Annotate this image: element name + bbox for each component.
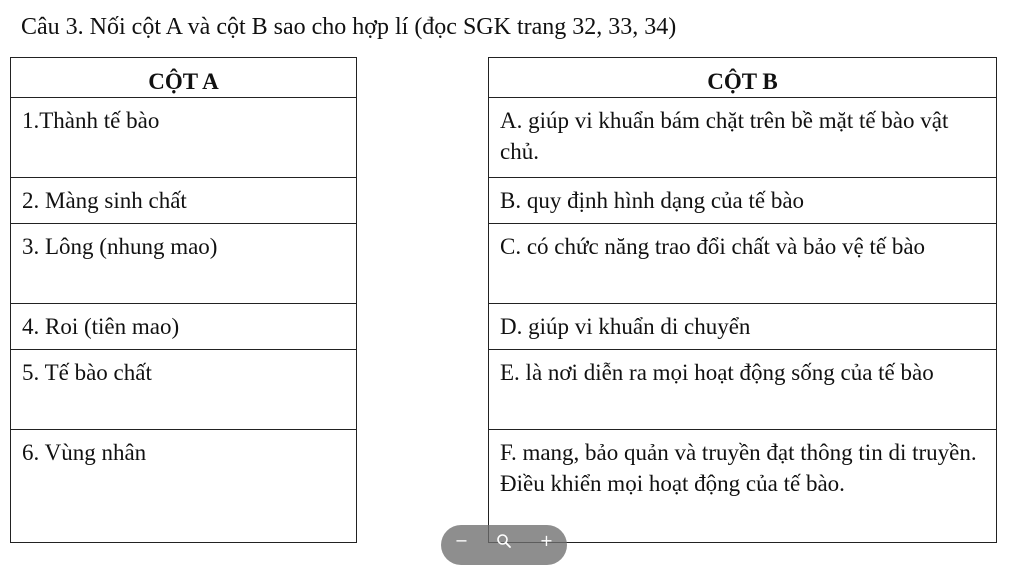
column-a-item: 4. Roi (tiên mao) [11,304,357,350]
column-b-header: CỘT B [489,58,997,98]
zoom-in-button[interactable]: + [539,531,554,550]
column-a-item: 1.Thành tế bào [11,98,357,178]
zoom-controls [441,525,567,565]
column-a-item: 3. Lông (nhung mao) [11,224,357,304]
magnifier-icon[interactable] [496,533,512,552]
column-a-item: 2. Màng sinh chất [11,178,357,224]
column-a-item: 6. Vùng nhân [11,430,357,543]
column-b-item: D. giúp vi khuẩn di chuyển [489,304,997,350]
column-b-item: A. giúp vi khuẩn bám chặt trên bề mặt tế bào vật chủ. [489,98,997,178]
column-a-item: 5. Tế bào chất [11,350,357,430]
column-a-header: CỘT A [11,58,357,98]
column-b-item: E. là nơi diễn ra mọi hoạt động sống của tế bào [489,350,997,430]
column-b-item: F. mang, bảo quản và truyền đạt thông tin di truyền. Điều khiển mọi hoạt động của tế bào. [489,430,997,543]
column-b-item: B. quy định hình dạng của tế bào [489,178,997,224]
question-title: Câu 3. Nối cột A và cột B sao cho hợp lí (đọc SGK trang 32, 33, 34) [21,14,677,40]
column-a-table [10,57,357,543]
column-b-item: C. có chức năng trao đổi chất và bảo vệ tế bào [489,224,997,304]
zoom-out-button[interactable]: − [454,531,469,550]
column-b-table [488,57,997,543]
